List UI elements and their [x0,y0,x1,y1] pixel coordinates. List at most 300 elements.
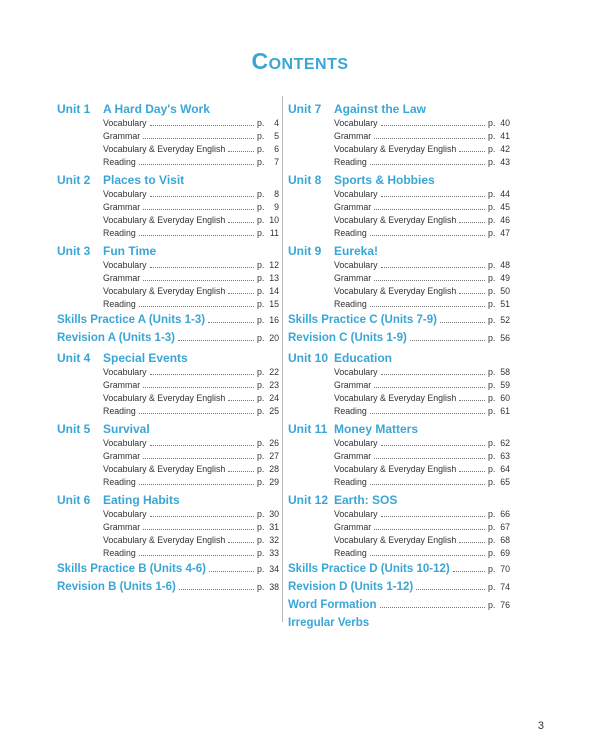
unit-title: Education [334,351,393,365]
dot-leader [459,222,485,223]
toc-entry[interactable] [57,285,279,298]
dot-leader [381,374,485,375]
page-prefix: p. [488,333,496,343]
section-label: Skills Practice C (Units 7-9) [288,314,437,326]
unit-title: Special Events [103,351,188,365]
page-prefix: p. [257,333,265,343]
page-prefix: p. [257,380,265,390]
page-prefix: p. [488,600,496,610]
unit-title: Against the Law [334,102,427,116]
page-ref: 60 [500,393,510,403]
entry-label: Vocabulary [103,118,147,128]
page-ref: 50 [500,286,510,296]
toc-entry[interactable] [288,392,510,405]
page-prefix: p. [257,315,265,325]
page-ref: 74 [500,582,510,592]
unit-title: A Hard Day's Work [103,102,210,116]
page-prefix: p. [257,299,265,309]
entry-label: Vocabulary [334,367,378,377]
page-ref: 46 [500,215,510,225]
page-prefix: p. [257,548,265,558]
entry-label: Vocabulary & Everyday English [103,464,226,474]
toc-entry[interactable] [57,272,279,285]
section-entry[interactable] [288,596,510,614]
toc-entry[interactable] [288,130,510,143]
unit-heading[interactable] [288,172,510,188]
page-ref: 28 [269,464,279,474]
unit-title: Earth: SOS [334,493,398,507]
entry-label: Vocabulary & Everyday English [334,144,457,154]
page-prefix: p. [488,202,496,212]
unit-block [57,421,279,489]
dot-leader [143,280,254,281]
dot-leader [178,340,254,341]
unit-title: Eating Habits [103,493,180,507]
entry-label: Vocabulary [334,189,378,199]
toc-entry[interactable] [288,463,510,476]
unit-title: Fun Time [103,244,157,258]
entry-label: Grammar [334,273,372,283]
page-ref: 10 [269,215,279,225]
page-prefix: p. [488,157,496,167]
page-ref: 34 [269,564,279,574]
entry-label: Reading [103,157,136,167]
page-prefix: p. [488,451,496,461]
dot-leader [370,235,485,236]
unit-title: Sports & Hobbies [334,173,435,187]
dot-leader [228,222,254,223]
page-prefix: p. [257,451,265,461]
page-prefix: p. [488,406,496,416]
unit-heading[interactable] [288,243,510,259]
page-ref: 23 [269,380,279,390]
toc-entry[interactable] [57,227,279,240]
entry-label: Reading [103,299,136,309]
page-prefix: p. [488,260,496,270]
dot-leader [228,400,254,401]
toc-entry[interactable] [288,227,510,240]
dot-leader [370,164,485,165]
page-prefix: p. [488,286,496,296]
section-entry[interactable] [288,329,510,347]
toc-entry[interactable] [288,298,510,311]
toc-entry[interactable] [57,188,279,201]
page-ref: 16 [269,315,279,325]
page-prefix: p. [257,393,265,403]
unit-label: Unit 11 [288,422,328,436]
page-ref: 4 [274,118,279,128]
toc-entry[interactable] [57,534,279,547]
dot-leader [381,516,485,517]
page-prefix: p. [488,215,496,225]
page-prefix: p. [257,438,265,448]
page-prefix: p. [488,131,496,141]
toc-entry[interactable] [57,156,279,169]
page-prefix: p. [257,406,265,416]
page-ref: 49 [500,273,510,283]
unit-label: Unit 2 [57,173,91,187]
entry-label: Vocabulary & Everyday English [334,286,457,296]
dot-leader [139,413,254,414]
dot-leader [370,413,485,414]
toc-entry[interactable] [57,405,279,418]
entry-label: Reading [334,548,367,558]
toc-entry[interactable] [288,405,510,418]
dot-leader [453,571,485,572]
unit-label: Unit 3 [57,244,91,258]
page-prefix: p. [488,144,496,154]
unit-label: Unit 10 [288,351,329,365]
toc-entry[interactable] [57,547,279,560]
page-ref: 25 [269,406,279,416]
toc-entry[interactable] [288,366,510,379]
toc-entry[interactable] [288,272,510,285]
page-prefix: p. [488,315,496,325]
page-ref: 42 [500,144,510,154]
page-ref: 20 [269,333,279,343]
page-prefix: p. [488,438,496,448]
dot-leader [374,529,485,530]
unit-label: Unit 5 [57,422,91,436]
entry-label: Grammar [334,522,372,532]
page-ref: 24 [269,393,279,403]
entry-label: Vocabulary & Everyday English [103,215,226,225]
page-ref: 27 [269,451,279,461]
page-prefix: p. [488,118,496,128]
section-entry[interactable] [288,560,510,578]
dot-leader [228,151,254,152]
toc-entry[interactable] [288,285,510,298]
page-ref: 40 [500,118,510,128]
toc-entry[interactable] [288,476,510,489]
toc-entry[interactable] [288,188,510,201]
unit-heading[interactable] [57,243,279,259]
toc-entry[interactable] [57,117,279,130]
unit-label: Unit 6 [57,493,91,507]
unit-heading[interactable] [57,101,279,117]
page-prefix: p. [488,228,496,238]
page-ref: 65 [500,477,510,487]
entry-label: Grammar [103,451,141,461]
toc-entry[interactable] [288,214,510,227]
dot-leader [459,542,485,543]
page-prefix: p. [488,564,496,574]
entry-label: Vocabulary & Everyday English [103,393,226,403]
page-ref: 11 [269,228,279,238]
toc-entry[interactable] [57,130,279,143]
dot-leader [150,374,254,375]
entry-label: Grammar [334,202,372,212]
entry-label: Reading [103,406,136,416]
toc-entry[interactable] [57,521,279,534]
entry-label: Grammar [103,131,141,141]
toc-entry[interactable] [57,298,279,311]
page-prefix: p. [257,464,265,474]
section-label: Revision D (Units 1-12) [288,581,414,593]
page-ref: 76 [500,600,510,610]
entry-label: Vocabulary [334,438,378,448]
toc-entry[interactable] [288,547,510,560]
page-prefix: p. [488,464,496,474]
unit-heading[interactable] [57,350,279,366]
page-ref: 47 [500,228,510,238]
unit-block [57,243,279,311]
entry-label: Reading [334,228,367,238]
page-ref: 38 [269,582,279,592]
unit-block [57,172,279,240]
page-ref: 8 [274,189,279,199]
dot-leader [228,542,254,543]
dot-leader [381,445,485,446]
unit-block [288,172,510,240]
dot-leader [143,529,254,530]
section-label: Revision A (Units 1-3) [57,332,175,344]
page-ref: 15 [269,299,279,309]
dot-leader [150,196,254,197]
page-prefix: p. [488,189,496,199]
toc-entry[interactable] [288,117,510,130]
entry-label: Vocabulary [103,189,147,199]
toc-entry[interactable] [288,437,510,450]
page-ref: 22 [269,367,279,377]
dot-leader [150,267,254,268]
page-ref: 67 [500,522,510,532]
page-prefix: p. [257,522,265,532]
entry-label: Reading [103,228,136,238]
section-label: Skills Practice D (Units 10-12) [288,563,450,575]
dot-leader [374,280,485,281]
dot-leader [459,151,485,152]
unit-heading[interactable] [57,421,279,437]
dot-leader [370,555,485,556]
page-prefix: p. [488,509,496,519]
toc-entry[interactable] [288,450,510,463]
section-label: Skills Practice A (Units 1-3) [57,314,206,326]
toc-entry[interactable] [288,259,510,272]
page-prefix: p. [488,273,496,283]
section-entry[interactable] [288,578,510,596]
toc-entry[interactable] [57,143,279,156]
toc-entry[interactable] [57,476,279,489]
unit-label: Unit 7 [288,102,322,116]
unit-title: Survival [103,422,150,436]
page-prefix: p. [257,273,265,283]
unit-heading[interactable] [57,492,279,508]
dot-leader [416,589,485,590]
section-entry[interactable] [288,311,510,329]
column-divider [282,96,283,622]
page-ref: 43 [500,157,510,167]
dot-leader [139,235,254,236]
entry-label: Reading [334,299,367,309]
page-ref: 62 [500,438,510,448]
section-label: Skills Practice B (Units 4-6) [57,563,206,575]
page-ref: 26 [269,438,279,448]
dot-leader [380,607,485,608]
unit-block [57,492,279,560]
toc-entry[interactable] [57,392,279,405]
toc-entry[interactable] [288,379,510,392]
dot-leader [410,340,485,341]
page-ref: 56 [500,333,510,343]
section-entry[interactable] [57,578,279,596]
page-prefix: p. [257,564,265,574]
toc-entry[interactable] [57,437,279,450]
toc-entry[interactable] [57,214,279,227]
dot-leader [139,306,254,307]
unit-block [288,421,510,489]
section-entry[interactable] [57,311,279,329]
entry-label: Vocabulary [334,260,378,270]
page-title: Contents [251,48,349,74]
page-prefix: p. [488,582,496,592]
entry-label: Grammar [103,273,141,283]
page-prefix: p. [257,260,265,270]
page-prefix: p. [488,477,496,487]
dot-leader [139,164,254,165]
page-ref: 33 [269,548,279,558]
toc-entry[interactable] [57,463,279,476]
page-ref: 58 [500,367,510,377]
page-ref: 52 [500,315,510,325]
page-prefix: p. [257,477,265,487]
toc-entry[interactable] [288,521,510,534]
dot-leader [143,138,254,139]
unit-block [288,492,510,560]
toc-entry[interactable] [288,534,510,547]
unit-block [288,350,510,418]
entry-label: Vocabulary & Everyday English [103,535,226,545]
page-prefix: p. [488,380,496,390]
page-ref: 31 [269,522,279,532]
entry-label: Grammar [334,131,372,141]
right-column [288,98,510,632]
unit-label: Unit 8 [288,173,322,187]
section-label: Revision B (Units 1-6) [57,581,176,593]
section-label: Revision C (Units 1-9) [288,332,407,344]
dot-leader [374,209,485,210]
entry-label: Reading [334,477,367,487]
toc-entry[interactable] [288,156,510,169]
dot-leader [179,589,254,590]
toc-entry[interactable] [288,201,510,214]
entry-label: Vocabulary & Everyday English [334,393,457,403]
page-prefix: p. [257,582,265,592]
unit-heading[interactable] [288,350,510,366]
left-column [57,98,279,596]
page-ref: 6 [274,144,279,154]
page-ref: 69 [500,548,510,558]
unit-label: Unit 4 [57,351,91,365]
entry-label: Vocabulary & Everyday English [103,144,226,154]
page-ref: 32 [269,535,279,545]
unit-title: Eureka! [334,244,379,258]
page-prefix: p. [488,393,496,403]
unit-heading[interactable] [288,421,510,437]
dot-leader [150,445,254,446]
dot-leader [459,293,485,294]
dot-leader [459,400,485,401]
page-prefix: p. [257,535,265,545]
page-prefix: p. [257,367,265,377]
dot-leader [209,571,254,572]
dot-leader [139,555,254,556]
entry-label: Vocabulary & Everyday English [334,464,457,474]
toc-entry[interactable] [57,379,279,392]
page-ref: 7 [274,157,279,167]
dot-leader [374,458,485,459]
page-prefix: p. [257,144,265,154]
page-ref: 63 [500,451,510,461]
toc-entry[interactable] [57,259,279,272]
unit-block [288,101,510,169]
unit-heading[interactable] [288,492,510,508]
page-ref: 5 [274,131,279,141]
page-ref: 14 [269,286,279,296]
dot-leader [370,484,485,485]
toc-entry[interactable] [288,508,510,521]
page-prefix: p. [488,367,496,377]
entry-label: Vocabulary [103,367,147,377]
page-ref: 44 [500,189,510,199]
toc-entry[interactable] [57,366,279,379]
unit-block [57,350,279,418]
section-entry[interactable] [57,560,279,578]
page-prefix: p. [257,202,265,212]
page-ref: 29 [269,477,279,487]
page-ref: 70 [500,564,510,574]
page-prefix: p. [257,215,265,225]
entry-label: Vocabulary [103,509,147,519]
unit-block [57,101,279,169]
unit-title: Money Matters [334,422,419,436]
dot-leader [143,209,254,210]
toc-entry[interactable] [57,450,279,463]
dot-leader [381,196,485,197]
page-prefix: p. [257,286,265,296]
entry-label: Reading [334,157,367,167]
dot-leader [381,267,485,268]
page-ref: 13 [269,273,279,283]
dot-leader [139,484,254,485]
dot-leader [143,458,254,459]
entry-label: Grammar [103,522,141,532]
toc-entry[interactable] [57,201,279,214]
unit-heading[interactable] [57,172,279,188]
toc-entry[interactable] [57,508,279,521]
entry-label: Vocabulary & Everyday English [103,286,226,296]
entry-label: Reading [103,548,136,558]
page-prefix: p. [257,509,265,519]
section-entry[interactable] [57,329,279,347]
page-number: 3 [537,720,544,732]
page-ref: 66 [500,509,510,519]
toc-entry[interactable] [288,143,510,156]
section-heading[interactable]: Irregular Verbs [288,617,370,629]
unit-label: Unit 9 [288,244,322,258]
page-ref: 41 [500,131,510,141]
page-ref: 48 [500,260,510,270]
page-prefix: p. [488,535,496,545]
dot-leader [374,138,485,139]
unit-block [288,243,510,311]
dot-leader [208,322,254,323]
page-prefix: p. [488,548,496,558]
page-prefix: p. [257,189,265,199]
unit-heading[interactable] [288,101,510,117]
page-prefix: p. [257,157,265,167]
section-label: Word Formation [288,599,377,611]
